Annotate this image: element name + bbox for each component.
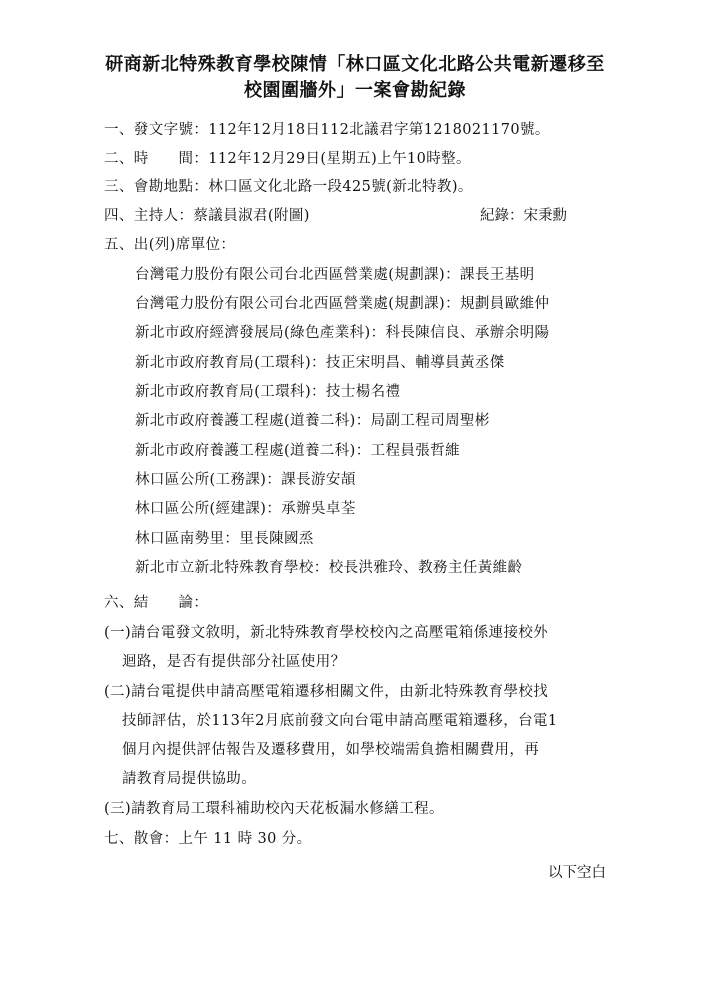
- doc-number: 一、發文字號：112年12月18日112北議君字第1218021170號。: [104, 122, 550, 138]
- adjourn: 七、散會：上午 11 時 30 分。: [104, 831, 312, 847]
- recorder: 紀錄：宋秉勳: [480, 208, 567, 224]
- conclusion-1-line-1: (一)請台電發文敘明，新北特殊教育學校校內之高壓電箱係連接校外: [104, 625, 549, 641]
- attendee-item: 林口區公所(工務課)：課長游安頡: [135, 472, 356, 488]
- host: 四、主持人：蔡議員淑君(附圖): [104, 208, 310, 224]
- document-title-line-2: 校園圍牆外」一案會勘紀錄: [244, 80, 466, 101]
- attendee-item: 林口區南勢里：里長陳國烝: [135, 531, 314, 547]
- attendees-label: 五、出(列)席單位：: [104, 237, 236, 253]
- conclusion-label: 六、結 論：: [104, 595, 209, 611]
- attendee-item: 台灣電力股份有限公司台北西區營業處(規劃課)：課長王基明: [135, 267, 535, 283]
- document-title-line-1: 研商新北特殊教育學校陳情「林口區文化北路公共電新遷移至: [105, 54, 605, 75]
- conclusion-2-line-3: 個月內提供評估報告及遷移費用，如學校端需負擔相關費用，再: [122, 742, 540, 758]
- attendee-item: 林口區公所(經建課)：承辦吳卓荃: [135, 501, 356, 517]
- conclusion-1-line-2: 迴路，是否有提供部分社區使用？: [122, 654, 346, 670]
- conclusion-3: (三)請教育局工環科補助校內天花板漏水修繕工程。: [104, 801, 444, 817]
- conclusion-2-line-2: 技師評估，於113年2月底前發文向台電申請高壓電箱遷移，台電1: [122, 713, 558, 729]
- attendee-item: 新北市政府教育局(工環科)：技正宋明昌、輔導員黃丞傑: [135, 355, 505, 371]
- attendee-item: 新北市政府養護工程處(道養二科)：工程員張哲維: [135, 443, 461, 459]
- end-note: 以下空白: [548, 865, 606, 881]
- attendee-item: 新北市政府教育局(工環科)：技士楊名禮: [135, 384, 401, 400]
- attendee-item: 新北市立新北特殊教育學校：校長洪雅玲、教務主任黃維齡: [135, 560, 523, 576]
- attendee-item: 新北市政府養護工程處(道養二科)：局副工程司周聖彬: [135, 413, 490, 429]
- attendee-item: 新北市政府經濟發展局(綠色產業科)：科長陳信良、承辦余明陽: [135, 325, 550, 341]
- conclusion-2-line-1: (二)請台電提供申請高壓電箱遷移相關文件，由新北特殊教育學校找: [104, 684, 549, 700]
- conclusion-2-line-4: 請教育局提供協助。: [122, 771, 257, 787]
- meeting-time: 二、時 間：112年12月29日(星期五)上午10時整。: [104, 151, 471, 167]
- meeting-place: 三、會勘地點：林口區文化北路一段425號(新北特教)。: [104, 179, 473, 195]
- attendee-item: 台灣電力股份有限公司台北西區營業處(規劃課)：規劃員歐維仲: [135, 296, 550, 312]
